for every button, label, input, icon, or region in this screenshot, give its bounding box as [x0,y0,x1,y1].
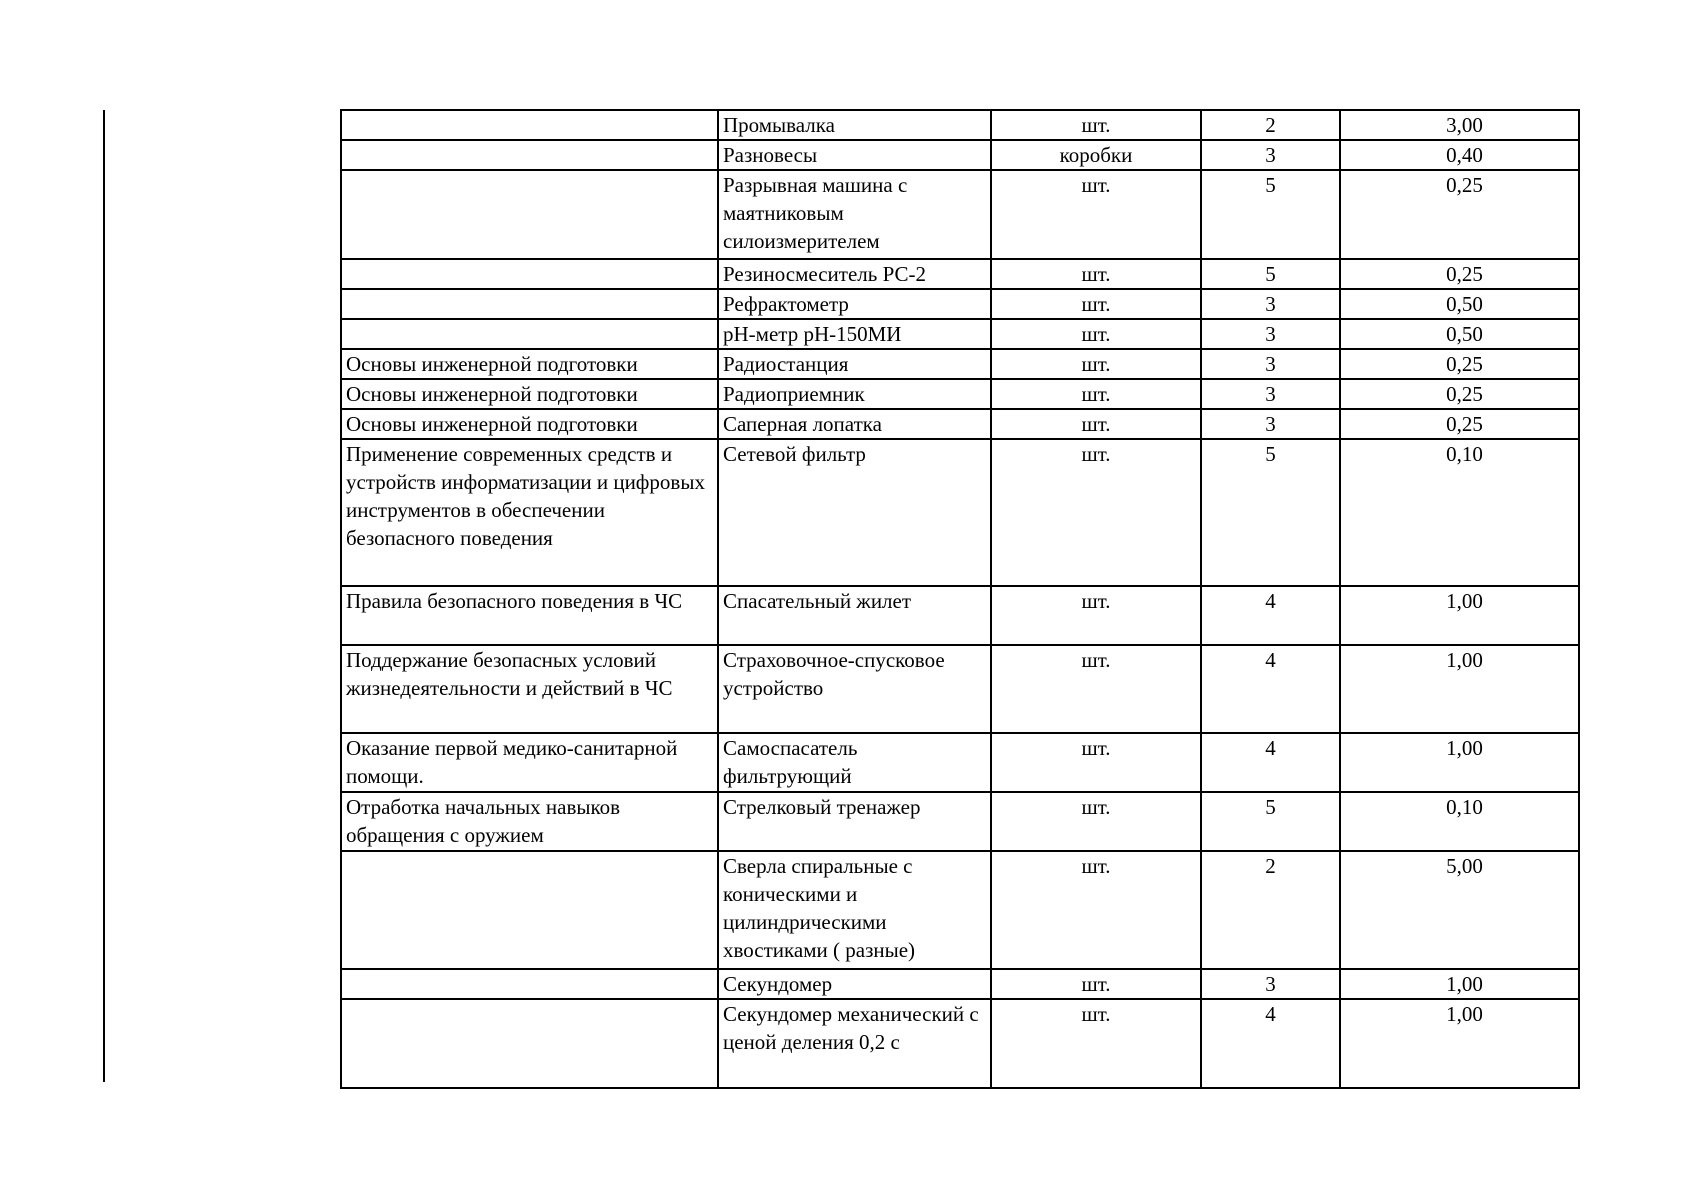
unit-cell: шт. [991,289,1201,319]
item-cell: Радиоприемник [718,379,991,409]
value-text: 0,25 [1446,173,1483,197]
value-text: 1,00 [1446,589,1483,613]
value-text: 5,00 [1446,854,1483,878]
table-row [341,140,1579,170]
value-text: 0,50 [1446,292,1483,316]
unit-cell: шт. [991,586,1201,645]
table-row [341,319,1579,349]
table-row [341,349,1579,379]
value-cell [1340,999,1579,1088]
topic-cell [341,259,718,289]
value-text: 1,00 [1446,648,1483,672]
value-text: 0,40 [1446,143,1483,167]
item-cell: Рефрактометр [718,289,991,319]
table-row [341,110,1579,140]
value-cell [1340,792,1579,851]
table-row [341,289,1579,319]
qty-cell: 5 [1201,439,1340,586]
unit-cell: шт. [991,319,1201,349]
value-cell [1340,586,1579,645]
value-text: 0,25 [1446,262,1483,286]
table-row [341,409,1579,439]
topic-cell [341,851,718,969]
item-cell: Сетевой фильтр [718,439,991,586]
unit-cell: шт. [991,999,1201,1088]
topic-cell [341,170,718,259]
item-cell: Спасательный жилет [718,586,991,645]
unit-cell: шт. [991,792,1201,851]
qty-cell: 3 [1201,379,1340,409]
value-cell [1340,379,1579,409]
qty-cell: 4 [1201,586,1340,645]
table-row [341,792,1579,851]
qty-cell: 3 [1201,969,1340,999]
unit-cell: шт. [991,259,1201,289]
qty-cell: 4 [1201,999,1340,1088]
value-text: 1,00 [1446,736,1483,760]
value-cell [1340,110,1579,140]
value-cell [1340,645,1579,733]
topic-cell [341,319,718,349]
value-text: 0,25 [1446,382,1483,406]
value-cell [1340,349,1579,379]
topic-cell: Оказание первой медико-санитарной помощи. [341,733,718,792]
unit-cell: шт. [991,170,1201,259]
topic-cell: Применение современных средств и устройств информатизации и цифровых инструментов в обеспечении безопасного поведения [341,439,718,586]
value-text: 3,00 [1446,113,1483,137]
value-cell [1340,289,1579,319]
item-cell: Секундомер [718,969,991,999]
qty-cell: 5 [1201,792,1340,851]
value-text: 0,25 [1446,352,1483,376]
value-text: 1,00 [1446,1002,1483,1026]
qty-cell: 5 [1201,259,1340,289]
table-row [341,439,1579,586]
topic-cell [341,999,718,1088]
unit-cell: шт. [991,733,1201,792]
table-row [341,999,1579,1088]
value-cell [1340,439,1579,586]
topic-cell [341,110,718,140]
item-cell: Самоспасатель фильтрующий [718,733,991,792]
topic-cell [341,289,718,319]
unit-cell: коробки [991,140,1201,170]
equipment-table [340,109,1580,1089]
value-text: 1,00 [1446,972,1483,996]
value-cell [1340,733,1579,792]
table-row [341,969,1579,999]
unit-cell: шт. [991,439,1201,586]
qty-cell: 2 [1201,110,1340,140]
topic-cell: Основы инженерной подготовки [341,349,718,379]
table-row [341,851,1579,969]
table-row [341,733,1579,792]
value-text: 0,10 [1446,442,1483,466]
item-cell: Разрывная машина с маятниковым силоизмерителем [718,170,991,259]
qty-cell: 3 [1201,140,1340,170]
value-cell [1340,409,1579,439]
unit-cell: шт. [991,969,1201,999]
qty-cell: 3 [1201,349,1340,379]
item-cell: Секундомер механический с ценой деления 0,2 с [718,999,991,1088]
item-cell: Стрелковый тренажер [718,792,991,851]
qty-cell: 3 [1201,409,1340,439]
value-cell [1340,851,1579,969]
page-margin-line [103,110,105,1082]
table-row [341,645,1579,733]
qty-cell: 2 [1201,851,1340,969]
topic-cell [341,969,718,999]
table-row [341,170,1579,259]
unit-cell: шт. [991,645,1201,733]
value-text: 0,25 [1446,412,1483,436]
qty-cell: 4 [1201,733,1340,792]
topic-cell: Отработка начальных навыков обращения с оружием [341,792,718,851]
item-cell: Промывалка [718,110,991,140]
item-cell: Резиносмеситель РС-2 [718,259,991,289]
qty-cell: 3 [1201,319,1340,349]
topic-cell [341,140,718,170]
value-cell [1340,140,1579,170]
item-cell: pH-метр pH-150МИ [718,319,991,349]
table-row [341,379,1579,409]
unit-cell: шт. [991,851,1201,969]
value-text: 0,50 [1446,322,1483,346]
table-row [341,586,1579,645]
topic-cell: Правила безопасного поведения в ЧС [341,586,718,645]
item-cell: Страховочное-спусковое устройство [718,645,991,733]
topic-cell: Основы инженерной подготовки [341,379,718,409]
item-cell: Разновесы [718,140,991,170]
value-cell [1340,259,1579,289]
topic-cell: Основы инженерной подготовки [341,409,718,439]
item-cell: Радиостанция [718,349,991,379]
topic-cell: Поддержание безопасных условий жизнедеятельности и действий в ЧС [341,645,718,733]
qty-cell: 3 [1201,289,1340,319]
item-cell: Саперная лопатка [718,409,991,439]
unit-cell: шт. [991,379,1201,409]
value-cell [1340,969,1579,999]
value-cell [1340,170,1579,259]
item-cell: Сверла спиральные с коническими и цилиндрическими хвостиками ( разные) [718,851,991,969]
unit-cell: шт. [991,409,1201,439]
qty-cell: 5 [1201,170,1340,259]
qty-cell: 4 [1201,645,1340,733]
unit-cell: шт. [991,349,1201,379]
table-row [341,259,1579,289]
value-cell [1340,319,1579,349]
unit-cell: шт. [991,110,1201,140]
value-text: 0,10 [1446,795,1483,819]
